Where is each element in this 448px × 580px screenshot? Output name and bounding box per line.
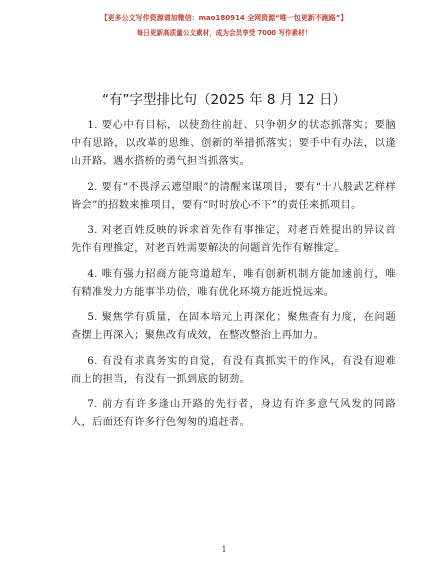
paragraph-3: 3. 对老百姓反映的诉求首先作有事推定，对老百姓提出的异议首先作有理推定，对老百姓需要解决的问题首先作有解推定。 xyxy=(71,225,396,254)
paragraph-4: 4. 唯有强力招商方能弯道超车，唯有创新机制方能加速前行，唯有精准发力方能事半功倍，唯有优化环境方能近悦远来。 xyxy=(71,268,396,298)
document-body xyxy=(71,117,396,440)
page-number: 1 xyxy=(221,545,227,554)
paragraph-7: 7. 前方有许多逢山开路的先行者，身边有许多意气风发的同路人，后面还有许多行色匆匆的追赶者。 xyxy=(71,399,396,428)
paragraph-1: 1. 要心中有目标，以使劲往前赶、只争朝夕的状态抓落实；要脑中有思路，以改革的思维、创新的举措抓落实；要手中有办法，以逢山开路、遇水搭桥的勇气担当抓落实。 xyxy=(71,120,396,167)
document-title: “有”字型排比句（2025 年 8 月 12 日） xyxy=(101,92,347,108)
paragraph-6: 6. 有没有求真务实的自觉，有没有真抓实干的作风，有没有迎难而上的担当，有没有一抓到底的韧劲。 xyxy=(71,355,396,385)
paragraph-5: 5. 聚焦学有质量，在固本培元上再深化；聚焦查有力度，在问题查摆上再深入；聚焦改有成效，在整改整治上再加力。 xyxy=(71,312,396,341)
header-banner-line1: 【更多公文写作资源请加微信：mao180914 全网资源“唯一包更新不跑路”】 xyxy=(100,14,348,22)
paragraph-2: 2. 要有“不畏浮云遮望眼”的清醒来谋项目，要有“十八般武艺样样皆会”的招数来推项目，要有“时时放心不下”的责任来抓项目。 xyxy=(71,181,396,211)
header-banner-line2: 每日更新高质量公文素材，成为会员享受 7000 写作素材！ xyxy=(136,29,312,37)
